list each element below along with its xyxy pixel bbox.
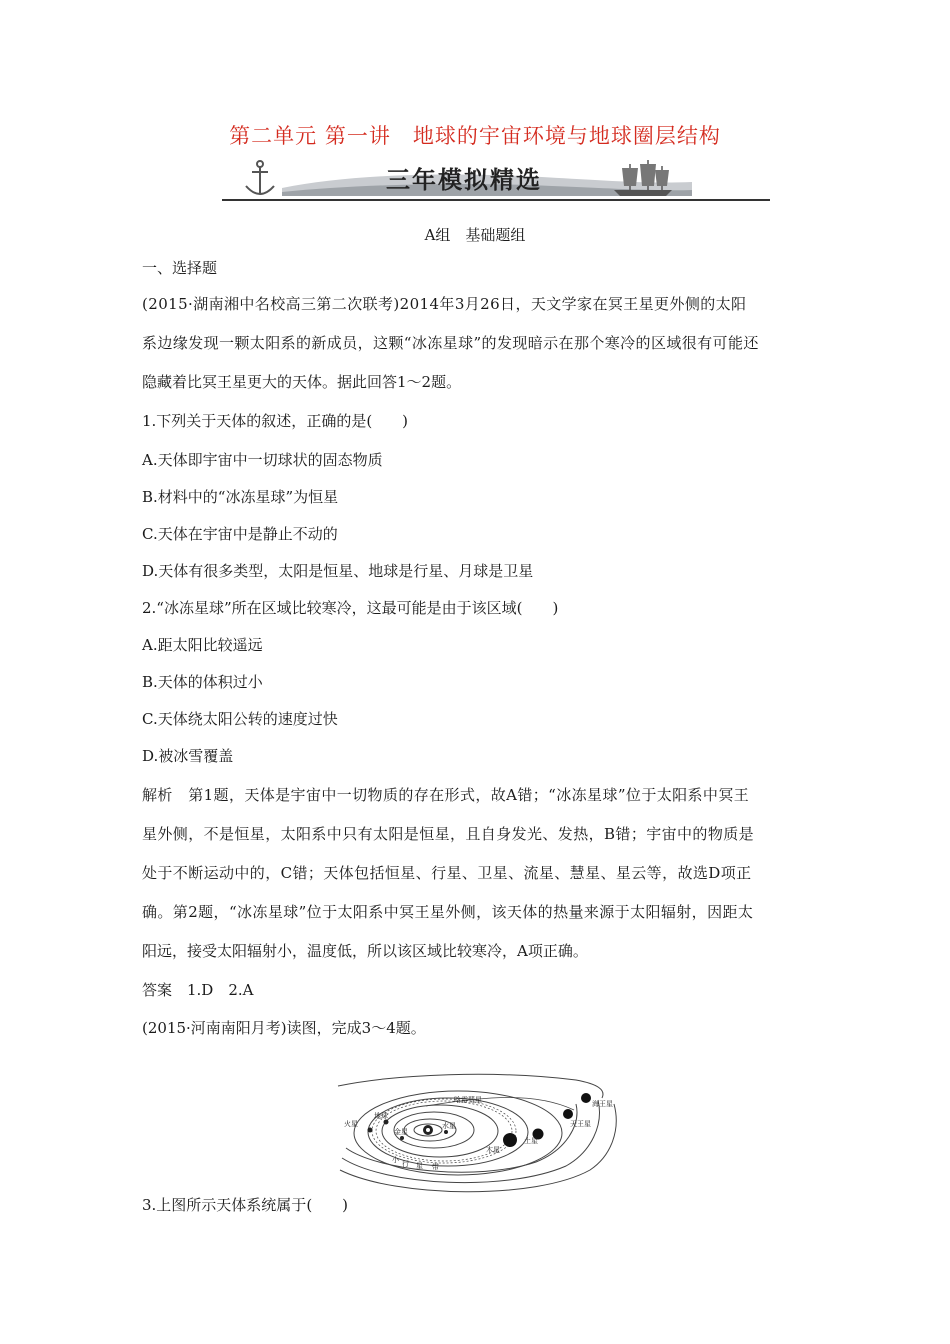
- question-2-stem: 2.“冰冻星球”所在区域比较寒冷，这最可能是由于该区域( ): [142, 599, 559, 617]
- anchor-icon: [246, 161, 274, 194]
- analysis-line: 处于不断运动中的，C错；天体包括恒星、行星、卫星、流星、慧星、星云等，故选D项正: [142, 864, 752, 882]
- sailing-ship-icon: [614, 160, 672, 196]
- label-belt: 行: [402, 1160, 409, 1168]
- question-2-option: C.天体绕太阳公转的速度过快: [142, 710, 338, 728]
- label-mars: 火星: [344, 1120, 358, 1128]
- page-title: 第二单元 第一讲 地球的宇宙环境与地球圈层结构: [229, 124, 721, 148]
- venus: [400, 1136, 404, 1140]
- question-2-option: B.天体的体积过小: [142, 673, 263, 691]
- analysis-line: 星外侧，不是恒星，太阳系中只有太阳是恒星，且自身发光、发热，B错；宇宙中的物质是: [142, 825, 755, 843]
- question-2-option: D.被冰雪覆盖: [142, 747, 234, 765]
- label-belt: 带: [432, 1163, 439, 1171]
- label-saturn: 土星: [524, 1137, 538, 1145]
- label-belt: 小: [392, 1156, 399, 1164]
- question-2-option: A.距太阳比较遥远: [142, 636, 263, 654]
- label-neptune: 海王星: [592, 1100, 613, 1108]
- label-mercury: 水星: [442, 1122, 456, 1130]
- question-1-stem: 1.下列关于天体的叙述，正确的是( ): [142, 412, 409, 430]
- analysis-line: 解析 第1题，天体是宇宙中一切物质的存在形式，故A错；“冰冻星球”位于太阳系中冥王: [142, 786, 750, 804]
- mercury: [444, 1130, 448, 1134]
- section-title: 一、选择题: [142, 259, 218, 277]
- mars: [368, 1128, 373, 1133]
- label-uranus: 天王星: [570, 1120, 591, 1128]
- banner-text: 三年模拟精选: [386, 166, 542, 194]
- analysis-line: 阳远，接受太阳辐射小，温度低，所以该区域比较寒冷，A项正确。: [142, 942, 588, 960]
- uranus: [563, 1109, 573, 1119]
- question-3-stem: 3.上图所示天体系统属于( ): [142, 1196, 349, 1214]
- intro-line-2: (2015·河南南阳月考)读图，完成3～4题。: [142, 1019, 426, 1037]
- jupiter: [503, 1133, 517, 1147]
- answer-line: 答案 1.D 2.A: [142, 981, 254, 999]
- solar-system-diagram: [336, 1070, 626, 1200]
- group-title: A组 基础题组: [424, 226, 526, 244]
- earth: [384, 1120, 389, 1125]
- intro-line: 系边缘发现一颗太阳系的新成员，这颗“冰冻星球”的发现暗示在那个寒冷的区域很有可能还: [142, 334, 759, 352]
- intro-line: 隐藏着比冥王星更大的天体。据此回答1～2题。: [142, 373, 462, 391]
- label-earth: 地球: [374, 1112, 388, 1120]
- label-comet: 哈雷彗星: [454, 1096, 482, 1104]
- label-jupiter: 木星: [486, 1146, 500, 1154]
- question-1-option: D.天体有很多类型，太阳是恒星、地球是行星、月球是卫星: [142, 562, 534, 580]
- analysis-line: 确。第2题，“冰冻星球”位于太阳系中冥王星外侧，该天体的热量来源于太阳辐射，因距太: [142, 903, 754, 921]
- question-1-option: B.材料中的“冰冻星球”为恒星: [142, 488, 339, 506]
- intro-line: (2015·湖南湘中名校高三第二次联考)2014年3月26日，天文学家在冥王星更外侧的太阳: [142, 295, 747, 313]
- question-1-option: A.天体即宇宙中一切球状的固态物质: [142, 451, 383, 469]
- section-banner: [222, 158, 770, 204]
- question-1-option: C.天体在宇宙中是静止不动的: [142, 525, 338, 543]
- neptune: [581, 1093, 591, 1103]
- label-venus: 金星: [394, 1128, 408, 1136]
- label-belt: 星: [416, 1162, 423, 1170]
